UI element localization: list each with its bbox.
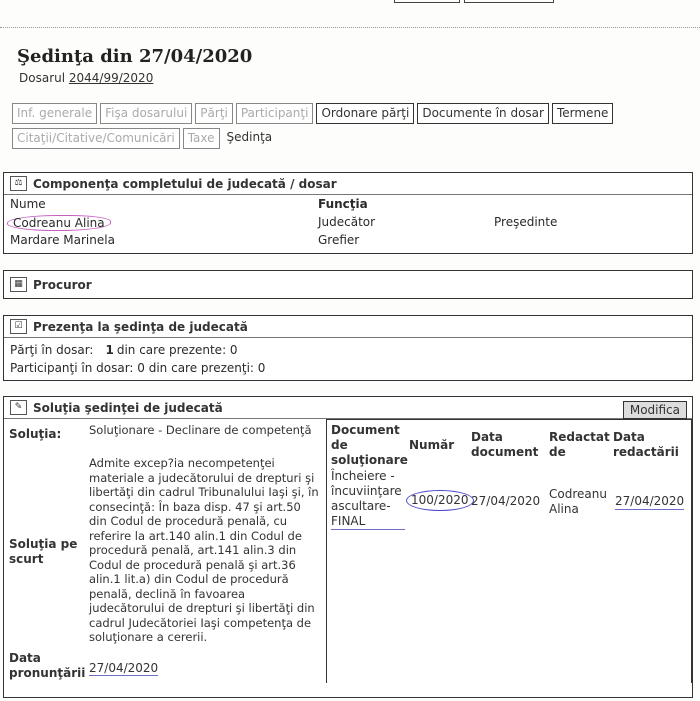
top-button-right[interactable] — [464, 0, 554, 3]
doc-header-document: Document de soluţionare — [331, 423, 408, 467]
doc-header-data-document: Data document — [471, 430, 539, 459]
solutia-panel — [3, 396, 693, 698]
dosar-number-link[interactable]: 2044/99/2020 — [68, 71, 154, 85]
member-name-2: Mardare Marinela — [10, 233, 115, 247]
member-rol-1: Preşedinte — [494, 215, 558, 229]
pe-scurt-label: Soluţia pe scurt — [9, 537, 78, 566]
doc-header-redactat: Redactat de — [549, 430, 610, 459]
col-nume-header: Nume — [10, 197, 46, 211]
documente-solutionare-table — [326, 419, 692, 683]
participanti-line: Participanţi în dosar: 0 din care prezenţi: 0 — [10, 361, 266, 375]
componenta-table — [4, 195, 692, 253]
tab-bar — [12, 103, 700, 153]
top-divider — [0, 27, 700, 28]
pe-scurt-value: Admite excep?ia necompetenţei materiale a judecătorului de drepturi şi libertăţi din cadrul Tribunalului Iaşi şi, în consecinţă: În baza disp. 47 şi art.50 din Codul de procedură penală, cu referire la art.140 alin.1 din Codul de procedură penală, art.141 alin.3 din Codul de procedură penală şi art.36 alin.1 lit.a) din Codul de procedură penală, declină în favoarea judecătorului de drepturi şi libertăţi din cadrul Judecătoriei Iaşi competenţa de soluţionare a cererii. — [89, 456, 319, 644]
solution-icon: ✎ — [10, 400, 27, 415]
member-name-1: Codreanu Alina — [7, 215, 111, 231]
solutia-heading: Soluţia şedinţei de judecată — [33, 400, 223, 415]
parti-count: 1 — [105, 343, 114, 357]
doc-redactat-de: Codreanu Alina — [549, 487, 607, 516]
dosar-label: Dosarul — [19, 71, 66, 85]
tab-termene[interactable]: Termene — [552, 103, 613, 124]
member-functia-2: Grefier — [318, 233, 360, 247]
tab-participanti[interactable]: Participanţi — [236, 103, 314, 124]
doc-data-document: 27/04/2020 — [471, 494, 541, 508]
solutia-body — [4, 419, 692, 683]
gavel-icon: ⚖ — [10, 176, 27, 191]
tab-row-1 — [12, 103, 700, 124]
doc-header-data-redactarii: Data redactării — [613, 430, 679, 459]
doc-data-redactarii: 27/04/2020 — [615, 494, 685, 508]
col-functia-header: Funcţia — [318, 197, 368, 211]
solutia-details — [4, 419, 322, 683]
tab-taxe[interactable]: Taxe — [183, 128, 220, 149]
parti-label: Părţi în dosar: — [10, 343, 94, 357]
tab-documente-dosar[interactable]: Documente în dosar — [417, 103, 549, 124]
top-buttons — [394, 0, 554, 3]
data-pronuntarii-value: 27/04/2020 — [89, 661, 159, 675]
componenta-heading: Componenţa completului de judecată / dosar — [33, 176, 337, 191]
componenta-header — [4, 173, 692, 194]
parti-rest: din care prezente: 0 — [116, 343, 238, 357]
procuror-heading: Procuror — [33, 277, 92, 292]
tab-parti[interactable]: Părţi — [195, 103, 233, 124]
tab-info-generale[interactable]: Inf. generale — [12, 103, 97, 124]
tab-row-2 — [12, 128, 700, 149]
componenta-panel — [3, 172, 693, 254]
procuror-header — [4, 271, 692, 298]
tab-ordonare-parti[interactable]: Ordonare părţi — [316, 103, 414, 124]
top-button-left[interactable] — [394, 0, 460, 3]
doc-numar: 100/2020 — [406, 490, 474, 511]
modifica-button[interactable]: Modifica — [623, 401, 687, 419]
tab-citatii[interactable]: Citaţii/Citative/Comunicări — [12, 128, 180, 149]
prezenta-header — [4, 316, 692, 337]
page-title: Şedinţa din 27/04/2020 — [17, 46, 253, 67]
doc-header-numar: Număr — [409, 438, 455, 452]
prosecutor-icon: ▦ — [10, 277, 27, 292]
member-functia-1: Judecător — [318, 215, 376, 229]
prezenta-heading: Prezenţa la şedinţa de judecată — [33, 319, 248, 334]
dosar-line — [19, 71, 153, 85]
prezenta-body — [4, 338, 692, 380]
tab-sedinta[interactable]: Şedinţa — [226, 130, 273, 144]
solutia-header — [4, 397, 692, 418]
parti-line — [10, 341, 686, 359]
prezenta-panel — [3, 315, 693, 381]
procuror-panel — [3, 270, 693, 299]
tab-fisa-dosarului[interactable]: Fişa dosarului — [100, 103, 192, 124]
attendance-icon: ☑ — [10, 319, 27, 334]
doc-link-incheiere[interactable]: Încheiere - încuviinţare ascultare- FINAL — [331, 469, 405, 530]
solutia-label: Soluţia: — [9, 427, 62, 441]
data-pronuntarii-label: Data pronunţării — [9, 651, 86, 680]
solutia-value: Soluţionare - Declinare de competenţă — [89, 423, 312, 437]
